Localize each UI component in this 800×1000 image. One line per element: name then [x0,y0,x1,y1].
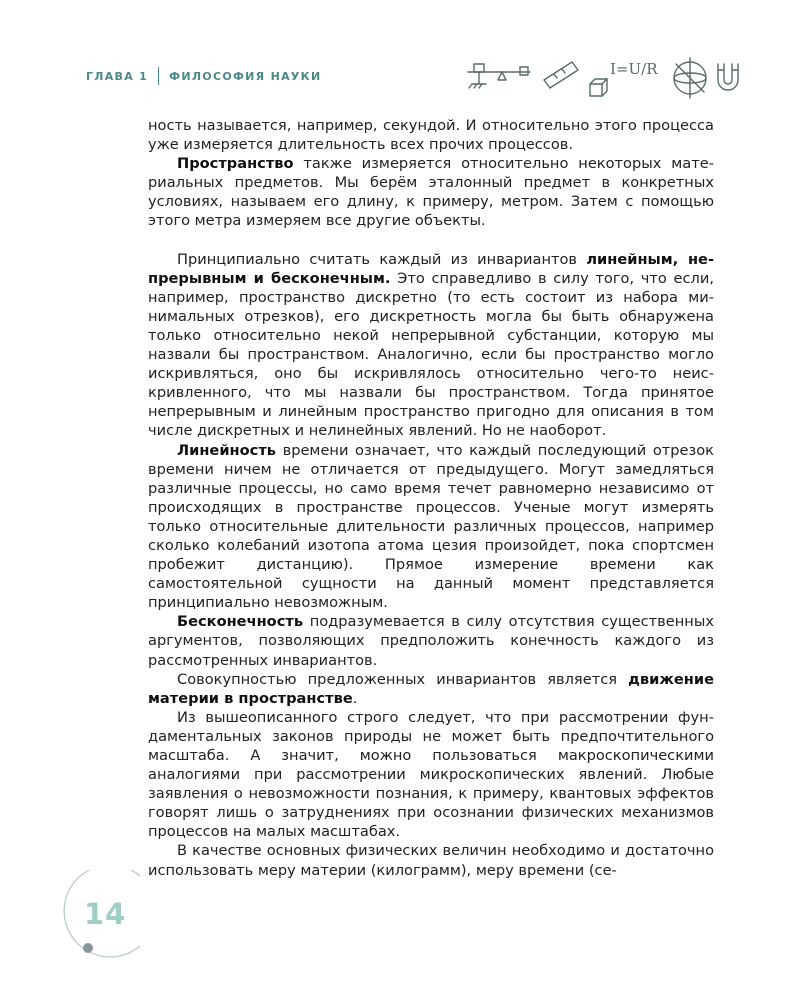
text-run: также измеряется относительно некоторых материальных предметов. Мы берём эталонный предмет в конкретных условиях, называем его длину, к примеру, метром. Затем с помощью этого метра измеряем все другие объекты. [148,155,714,230]
text-run: В качестве основных физических величин необходимо и достаточно использовать меру материи (килограмм), меру времени (се- [148,842,714,879]
lever-icon [468,64,530,88]
ohms-law-formula: I=U/R [610,60,658,78]
bold-term: Бесконечность [177,613,304,631]
paragraph-3 [148,250,714,441]
paragraph-2 [148,154,714,230]
text-run: подразумевается в силу отсутствия существенных аргументов, позволяющих предположить конечность каждого из рассмотренных инвариантов. [148,613,714,669]
paragraph-7 [148,708,714,842]
paragraph-5 [148,612,714,669]
header-divider [158,67,159,85]
text-run: Это справедливо в силу того, что если, например, пространство дискретно (то есть состоит из набора минимальных отрезков), его дискретность могла бы быть обнаружена только относительно некой непрерывной субстанции, которую мы назвали бы пространством. Аналогично, если бы пространство могло искривляться, оно бы искривлялось относительно чего-то неискривленного, что мы назвали бы пространством. Тогда принятое непрерывным и линейным пространство пригодно для описания в том числе дискретных и нелинейных явлений. Но не наоборот. [148,269,714,440]
text-run: . [352,689,358,707]
running-header [86,68,321,84]
paragraph-1 [148,116,714,154]
text-run: времени означает, что каждый последующий отрезок времени ничем не отличается от предыдущего. Могут замедляться различные процессы, но само время течет равномерно независимо от происходящих в пространстве процессов. Ученые могут измерять только относительные длительности различных процессов, например сколько колебаний изотопа атома цезия произойдет, пока спортсмен пробежит дистанцию). Прямое измерение времени как самостоятельной сущности на данный момент представляется принципиально невозможным. [148,441,714,612]
body-text [148,116,714,880]
chapter-label: ГЛАВА 1 [86,69,149,83]
magnet-icon [718,64,738,90]
paragraph-8 [148,841,714,879]
globe-icon [674,58,706,98]
ruler-icon [544,62,578,88]
bold-term: Пространство [177,155,294,173]
page-number: 14 [84,897,127,931]
text-run: Принципиально считать каждый из инвариантов [177,250,587,268]
paragraph-4 [148,441,714,613]
text-run: Из вышеописанного строго следует, что при рассмотрении фундаментальных законов природы не может быть предпочтительного масштаба. А значит, можно пользоваться макроскопическими аналогиями при рассмотрении микроскопических явлений. Любые заявления о невозможности познания, к примеру, квантовых эффектов говорят лишь о затруднениях при осознании физических механизмов процессов на малых масштабах. [148,708,714,841]
text-run: Совокупностью предложенных инвариантов является [177,670,629,688]
section-label: ФИЛОСОФИЯ НАУКИ [169,69,322,83]
paragraph-6 [148,670,714,708]
physics-doodles-illustration [462,50,762,110]
bold-term: линейным, непрерывным и бесконечным. [148,250,714,287]
bold-term: Линейность [177,441,276,459]
text-run: ность называется, например, секундой. И относительно этого процесса уже измеряется длительность всех прочих процессов. [148,117,714,154]
bold-term: движение материи в пространстве [148,670,714,707]
cube-icon [590,79,607,96]
